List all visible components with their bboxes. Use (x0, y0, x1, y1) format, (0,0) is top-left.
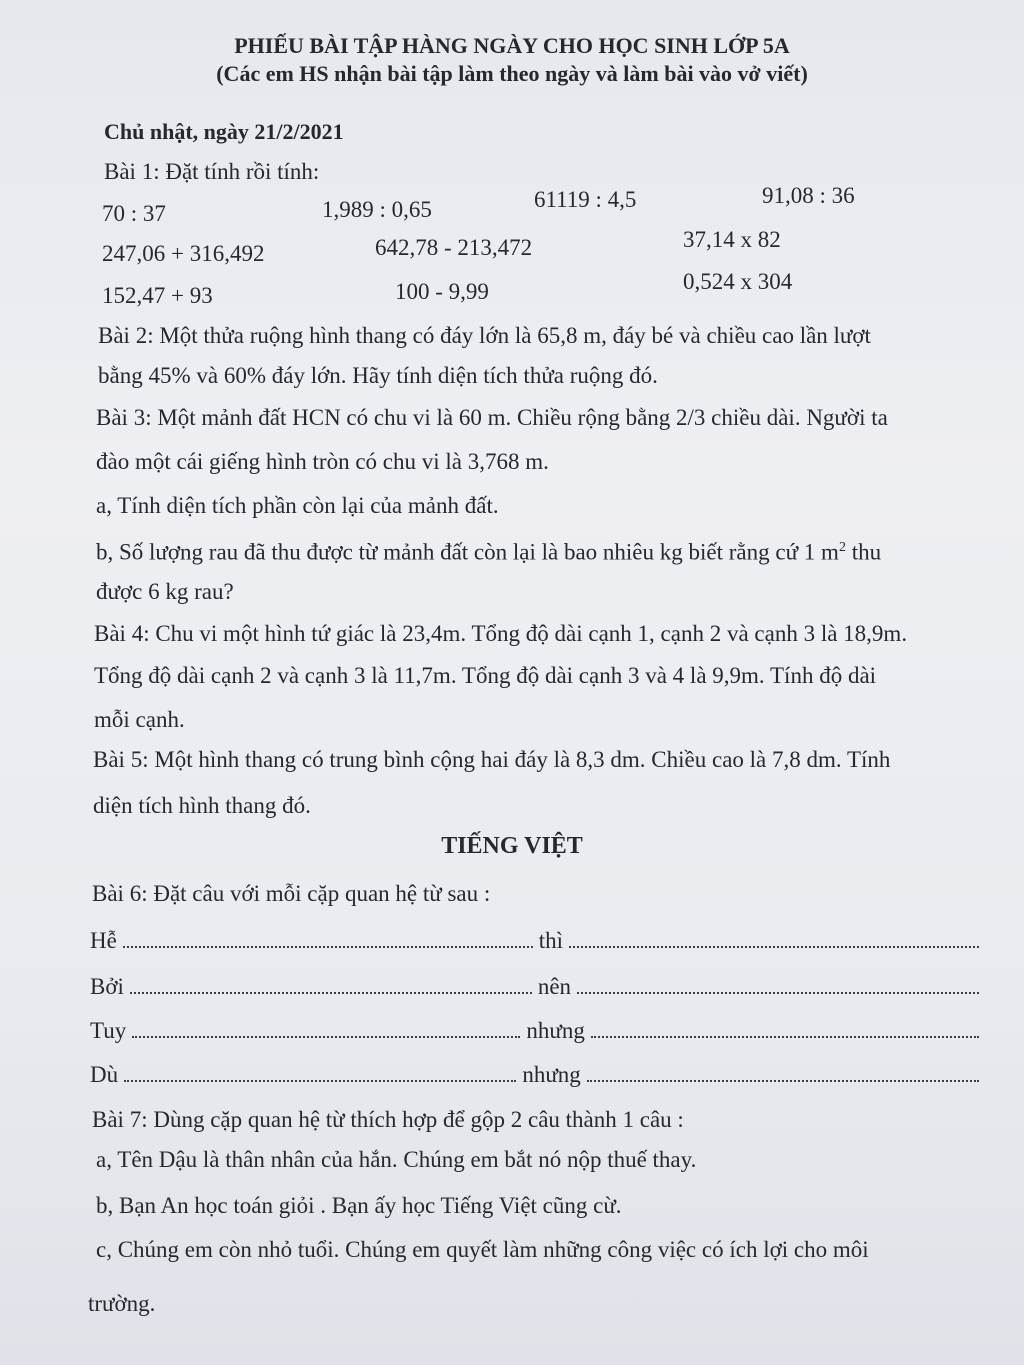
bai6-pair-3-first: Tuy (90, 1018, 127, 1043)
bai5-line2: diện tích hình thang đó. (93, 793, 311, 818)
bai1-r1-c1: 70 : 37 (102, 201, 166, 226)
bai6-pair-1 (90, 922, 985, 954)
blank-line[interactable] (124, 1080, 516, 1082)
bai3-part-b (96, 534, 881, 567)
bai3-part-b-line2: được 6 kg rau? (96, 579, 234, 604)
bai1-r2-c1: 247,06 + 316,492 (102, 241, 265, 266)
bai6-pair-2-second: nên (537, 974, 572, 999)
bai6-pair-1-second: thì (538, 928, 564, 953)
bai6-title: Bài 6: Đặt câu với mỗi cặp quan hệ từ sau : (92, 881, 491, 906)
bai3-superscript: 2 (838, 540, 846, 555)
bai1-r3-c1: 152,47 + 93 (102, 283, 213, 308)
bai7-title: Bài 7: Dùng cặp quan hệ từ thích hợp để gộp 2 câu thành 1 câu : (92, 1107, 684, 1132)
bai6-pair-2-first: Bởi (90, 974, 124, 999)
bai1-r1-c2: 1,989 : 0,65 (322, 197, 432, 222)
bai3-part-b-text: b, Số lượng rau đã thu được từ mảnh đất còn lại là bao nhiêu kg biết rằng cứ 1 m (96, 539, 839, 565)
blank-line[interactable] (591, 1036, 979, 1038)
bai6-pair-3 (90, 1012, 985, 1044)
blank-line[interactable] (130, 992, 532, 994)
bai2-line2: bằng 45% và 60% đáy lớn. Hãy tính diện tích thửa ruộng đó. (98, 363, 658, 388)
bai6-pair-4-first: Dù (90, 1062, 119, 1087)
bai6-pair-4 (90, 1056, 985, 1088)
bai7-part-c-line2: trường. (88, 1291, 156, 1316)
bai2-line1: Bài 2: Một thửa ruộng hình thang có đáy lớn là 65,8 m, đáy bé và chiều cao lần lượt (98, 323, 871, 348)
bai7-part-a: a, Tên Dậu là thân nhân của hắn. Chúng em bắt nó nộp thuế thay. (96, 1147, 697, 1172)
bai6-pair-3-second: nhưng (526, 1018, 585, 1043)
bai3-part-b-tail: thu (845, 539, 882, 565)
bai6-pair-4-second: nhưng (522, 1062, 581, 1087)
section-tieng-viet: TIẾNG VIỆT (441, 833, 583, 859)
date-heading: Chủ nhật, ngày 21/2/2021 (104, 119, 344, 144)
blank-line[interactable] (577, 992, 979, 994)
blank-line[interactable] (132, 1036, 520, 1038)
bai6-pair-2 (90, 968, 985, 1000)
bai1-r2-c3: 37,14 x 82 (683, 227, 781, 252)
bai1-r3-c3: 0,524 x 304 (683, 269, 793, 294)
bai1-r1-c4: 91,08 : 36 (762, 183, 855, 208)
bai1-r2-c2: 642,78 - 213,472 (375, 235, 533, 260)
bai7-part-b: b, Bạn An học toán giỏi . Bạn ấy học Tiếng Việt cũng cừ. (96, 1193, 622, 1218)
blank-line[interactable] (123, 946, 533, 948)
bai6-pair-1-first: Hễ (90, 928, 117, 953)
bai4-line1: Bài 4: Chu vi một hình tứ giác là 23,4m. Tổng độ dài cạnh 1, cạnh 2 và cạnh 3 là 18,9m. (94, 621, 908, 646)
bai3-line2: đào một cái giếng hình tròn có chu vi là 3,768 m. (96, 449, 549, 474)
bai3-part-a: a, Tính diện tích phần còn lại của mảnh đất. (96, 493, 499, 518)
bai1-r3-c2: 100 - 9,99 (395, 279, 489, 304)
bai1-r1-c3: 61119 : 4,5 (534, 187, 637, 212)
worksheet-subtitle: (Các em HS nhận bài tập làm theo ngày và làm bài vào vở viết) (216, 61, 808, 86)
bai4-line3: mỗi cạnh. (94, 707, 185, 732)
bai3-line1: Bài 3: Một mảnh đất HCN có chu vi là 60 m. Chiều rộng bằng 2/3 chiều dài. Người ta (96, 405, 888, 430)
bai7-part-c: c, Chúng em còn nhỏ tuổi. Chúng em quyết làm những công việc có ích lợi cho môi (96, 1237, 869, 1262)
blank-line[interactable] (587, 1080, 979, 1082)
bai5-line1: Bài 5: Một hình thang có trung bình cộng hai đáy là 8,3 dm. Chiều cao là 7,8 dm. Tính (93, 747, 891, 772)
worksheet-title: PHIẾU BÀI TẬP HÀNG NGÀY CHO HỌC SINH LỚP 5A (234, 33, 790, 58)
blank-line[interactable] (569, 946, 979, 948)
bai1-title: Bài 1: Đặt tính rồi tính: (104, 159, 320, 184)
bai4-line2: Tổng độ dài cạnh 2 và cạnh 3 là 11,7m. Tổng độ dài cạnh 3 và 4 là 9,9m. Tính độ dài (94, 663, 877, 688)
